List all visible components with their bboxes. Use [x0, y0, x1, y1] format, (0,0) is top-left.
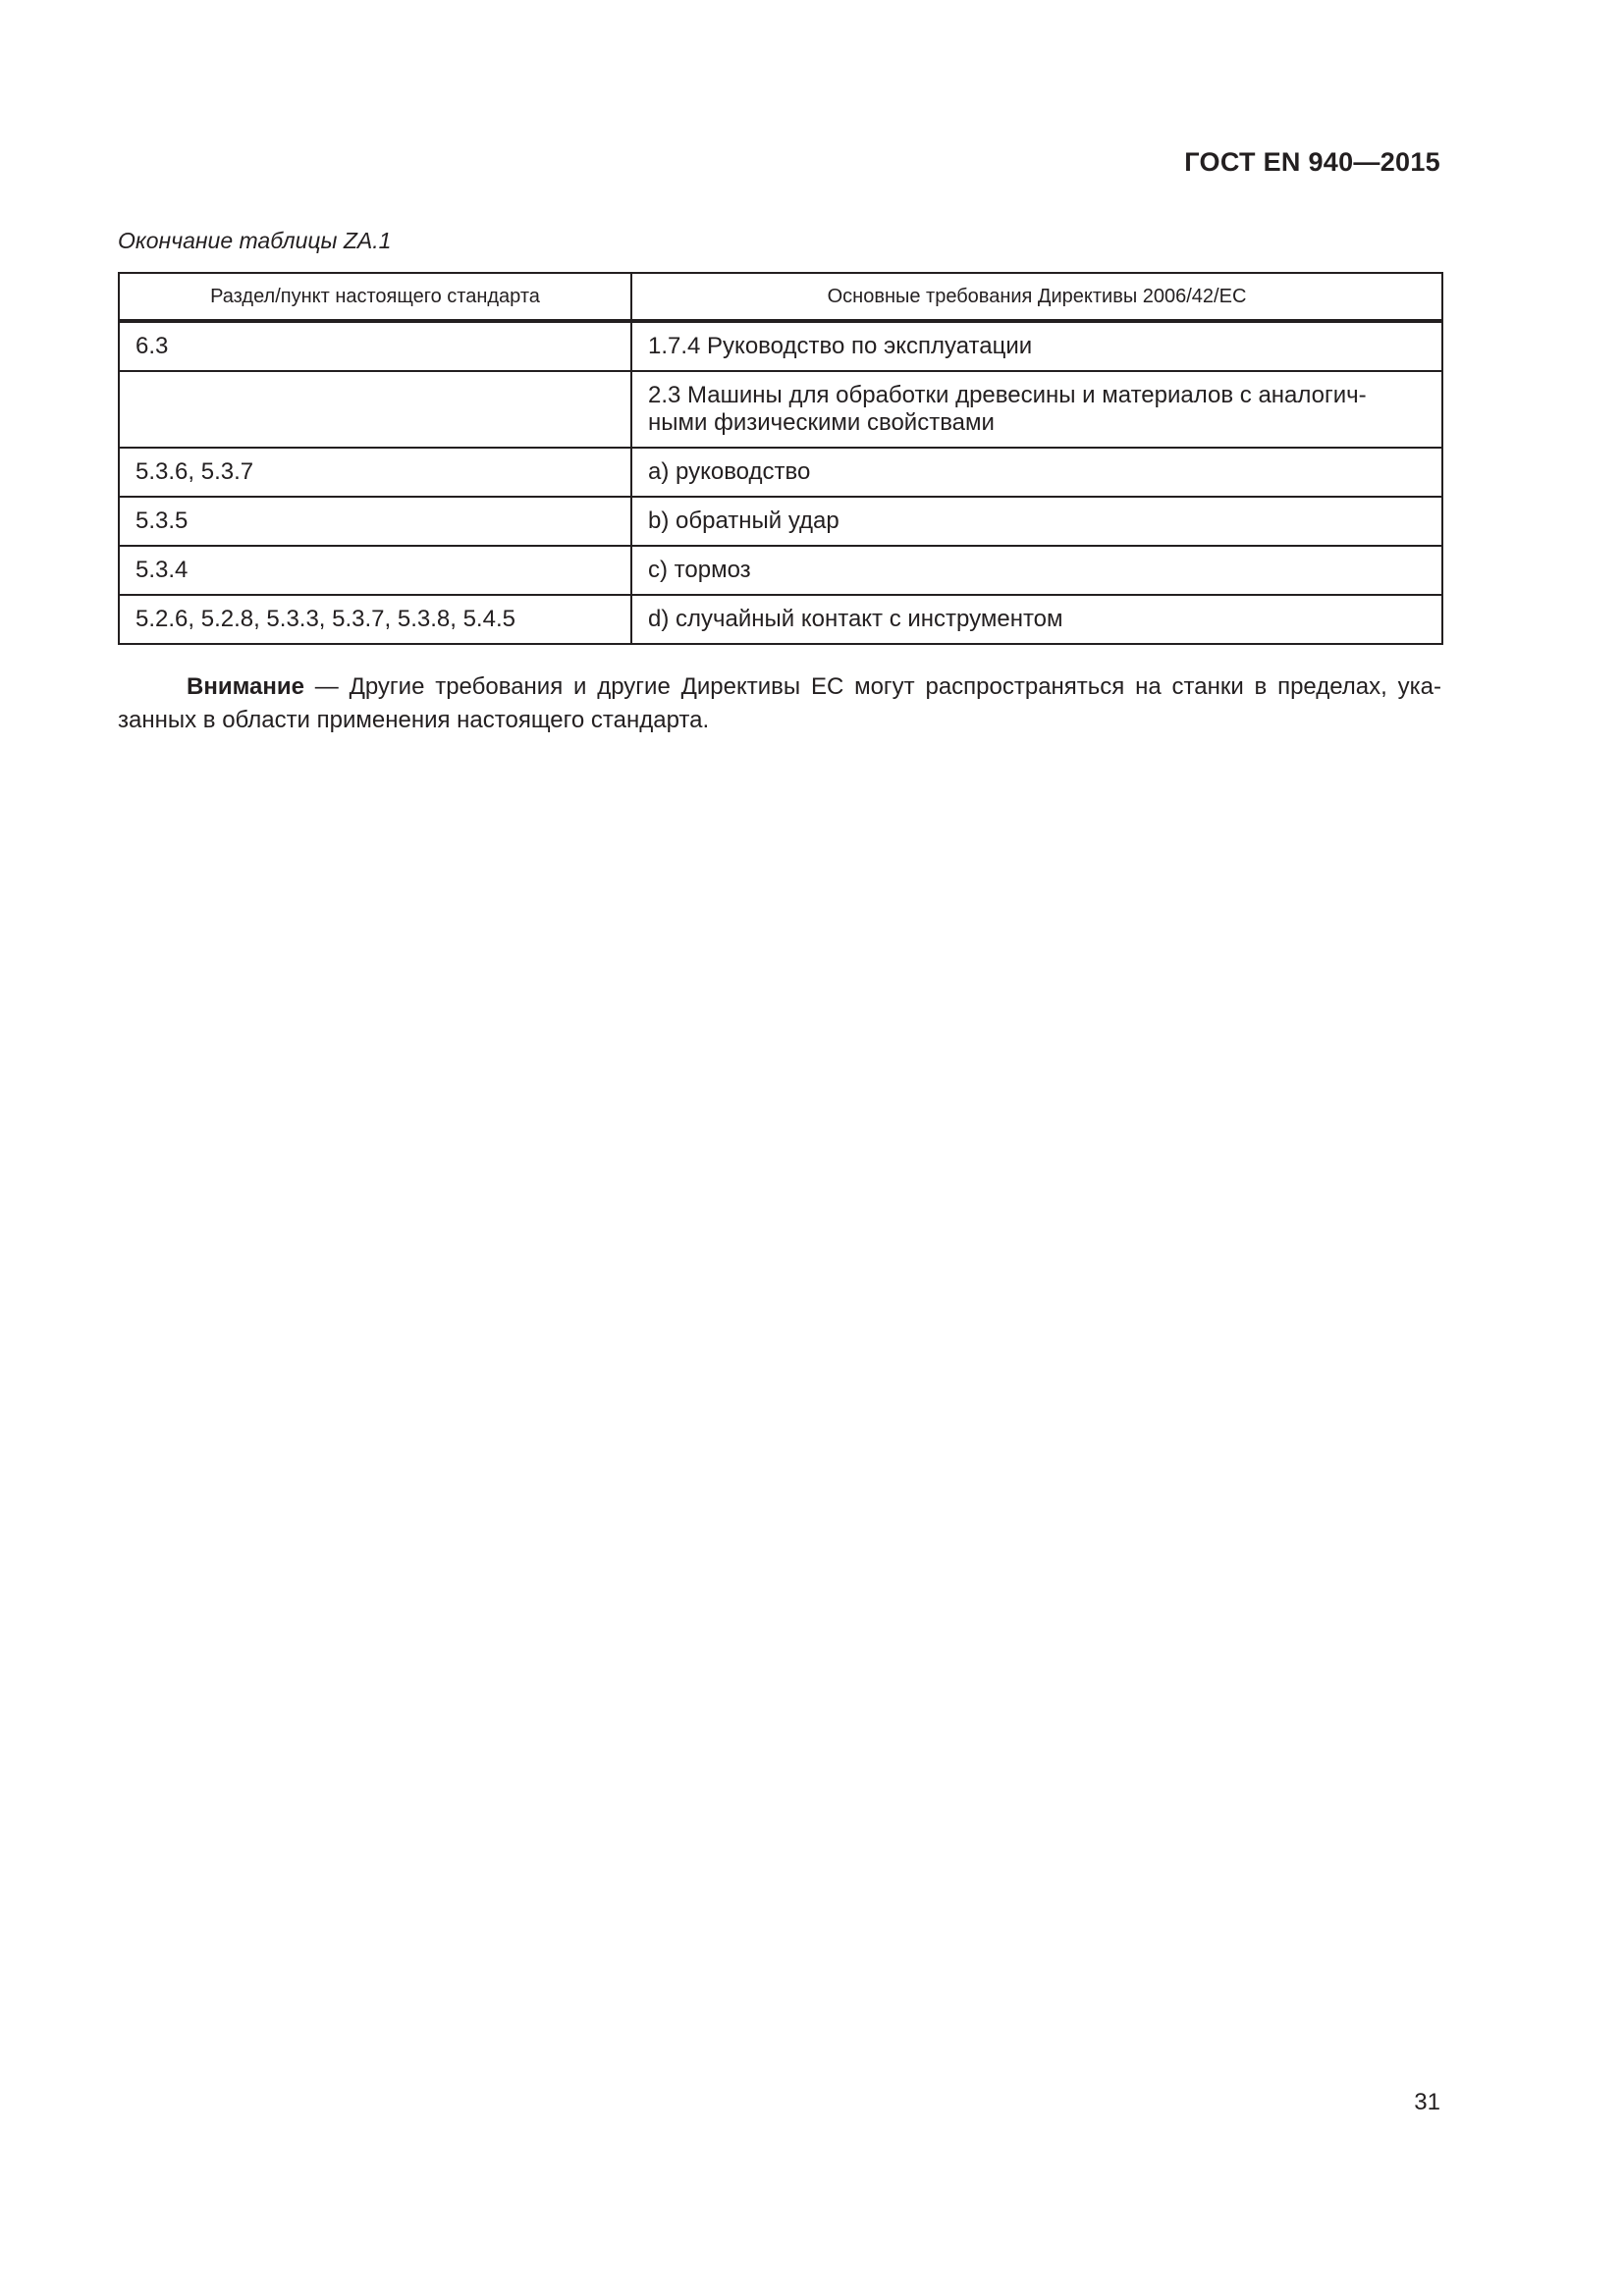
column-header-requirement: Основные требования Директивы 2006/42/ЕС: [631, 273, 1442, 321]
cell-section: 5.3.4: [119, 546, 631, 595]
table-row: [119, 546, 1442, 595]
cell-section: 6.3: [119, 321, 631, 371]
notice-paragraph: [118, 670, 1441, 737]
table-row: [119, 448, 1442, 497]
cell-requirement: b) обратный удар: [631, 497, 1442, 546]
cell-requirement: 2.3 Машины для обработки древесины и материалов с аналогич-ными физическими свойствами: [631, 371, 1442, 448]
table-row: [119, 321, 1442, 371]
table-caption: Окончание таблицы ZA.1: [118, 228, 392, 253]
cell-section: 5.3.5: [119, 497, 631, 546]
notice-label: Внимание: [187, 673, 304, 700]
cell-section: [119, 371, 631, 448]
column-header-section: Раздел/пункт настоящего стандарта: [119, 273, 631, 321]
notice-text: — Другие требования и другие Директивы ЕС могут распространяться на станки в пределах, ука-занных в области применения настоящего стандарта.: [118, 673, 1441, 733]
table-row: [119, 497, 1442, 546]
table-row: [119, 595, 1442, 644]
cell-section: 5.3.6, 5.3.7: [119, 448, 631, 497]
page-number: 31: [1414, 2089, 1440, 2115]
table-row: [119, 371, 1442, 448]
cell-requirement: c) тормоз: [631, 546, 1442, 595]
requirements-table: [118, 272, 1443, 645]
document-standard-id: ГОСТ EN 940—2015: [1184, 147, 1440, 177]
cell-requirement: d) случайный контакт с инструментом: [631, 595, 1442, 644]
cell-requirement: 1.7.4 Руководство по эксплуатации: [631, 321, 1442, 371]
cell-requirement: a) руководство: [631, 448, 1442, 497]
table-header-row: [119, 273, 1442, 321]
cell-section: 5.2.6, 5.2.8, 5.3.3, 5.3.7, 5.3.8, 5.4.5: [119, 595, 631, 644]
